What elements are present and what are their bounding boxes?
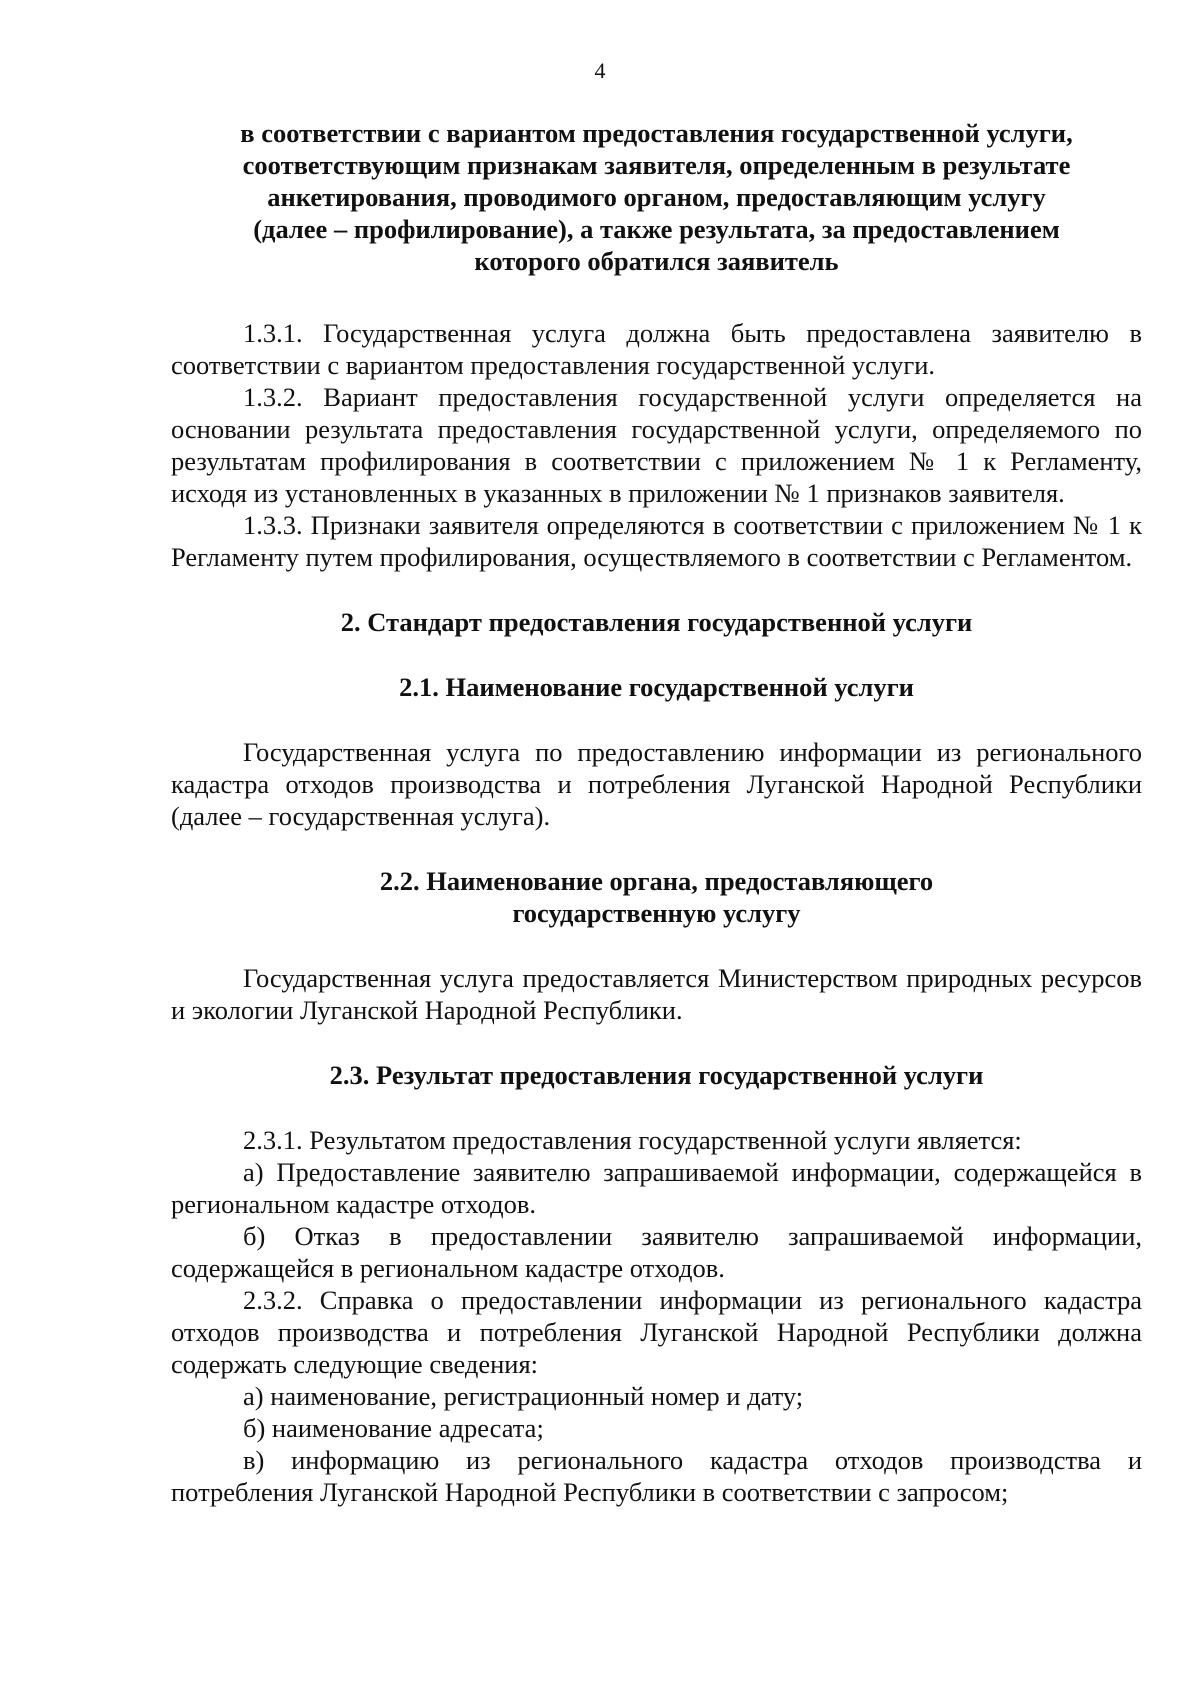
intro-heading-line: (далее – профилирование), а также результата, за предоставлением [253,214,1060,244]
section-2-1-heading: 2.1. Наименование государственной услуги [399,672,914,702]
paragraph-1-3-1: 1.3.1. Государственная услуга должна быть предоставлена заявителю в соответствии с вариантом предоставления государственной услуги. [171,318,1142,380]
page-number: 4 [594,58,606,83]
spacer [171,638,1142,671]
list-item-v: в) информацию из регионального кадастра отходов производства и потребления Луганской Народной Республики в соответствии с запросом; [171,1445,1142,1507]
spacer [171,277,1142,317]
list-item-a: а) наименование, регистрационный номер и дату; [243,1381,804,1411]
intro-heading-line: в соответствии с вариантом предоставления государственной услуги, [240,118,1073,148]
list-item-b: б) Отказ в предоставлении заявителю запрашиваемой информации, содержащейся в региональном кадастре отходов. [171,1221,1142,1283]
intro-heading [171,117,1142,277]
spacer [171,832,1142,865]
intro-heading-line: анкетирования, проводимого органом, предоставляющим услугу [267,182,1046,212]
spacer [171,929,1142,962]
list-item-b: б) наименование адресата; [243,1413,544,1443]
list-item-a: а) Предоставление заявителю запрашиваемой информации, содержащейся в региональном кадастре отходов. [171,1157,1142,1219]
section-2-3-heading: 2.3. Результат предоставления государственной услуги [329,1060,984,1090]
paragraph-2-3-2: 2.3.2. Справка о предоставлении информации из регионального кадастра отходов производства и потребления Луганской Народной Республики должна содержать следующие сведения: [171,1285,1142,1379]
paragraph-1-3-2: 1.3.2. Вариант предоставления государственной услуги определяется на основании результата предоставления государственной услуги, определяемого по результатам профилирования в соответствии с приложением № 1 к Регламенту, исходя из установленных в указанных в приложении № 1 признаков заявителя. [171,382,1142,508]
section-2-2-heading [171,865,1142,929]
document-body [171,117,1142,1508]
intro-heading-line: соответствующим признакам заявителя, определенным в результате [242,150,1071,180]
spacer [171,1091,1142,1124]
spacer [171,703,1142,736]
intro-heading-line: которого обратился заявитель [474,246,839,276]
section-2-2-heading-line: государственную услугу [512,898,801,928]
spacer [171,573,1142,606]
section-2-2-text: Государственная услуга предоставляется Министерством природных ресурсов и экологии Луганской Народной Республики. [171,963,1142,1025]
paragraph-1-3-3: 1.3.3. Признаки заявителя определяются в соответствии с приложением № 1 к Регламенту путем профилирования, осуществляемого в соответствии с Регламентом. [171,510,1142,572]
section-2-1-text: Государственная услуга по предоставлению информации из регионального кадастра отходов производства и потребления Луганской Народной Республики (далее – государственная услуга). [171,737,1142,831]
paragraph-2-3-1: 2.3.1. Результатом предоставления государственной услуги является: [243,1125,1022,1155]
section-2-2-heading-line: 2.2. Наименование органа, предоставляющего [379,866,934,896]
section-2-heading: 2. Стандарт предоставления государственной услуги [340,607,973,637]
spacer [171,1026,1142,1059]
